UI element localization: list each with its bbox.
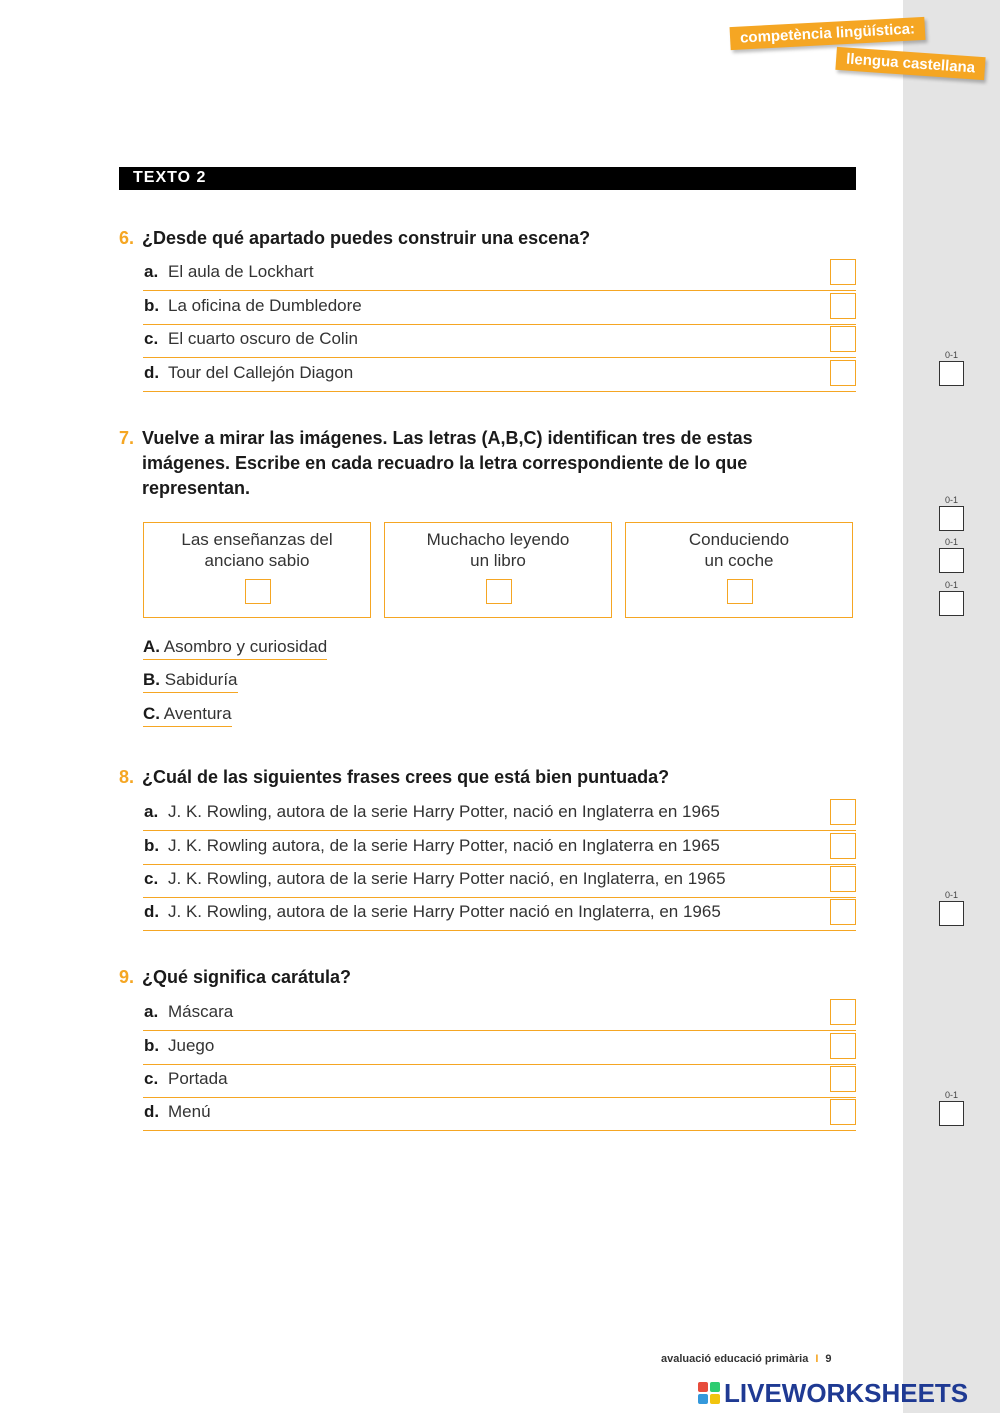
score-box-q6 (939, 350, 964, 386)
question-6 (119, 226, 842, 251)
page-footer (661, 1353, 832, 1365)
subject-tag: competència lingüística: (730, 17, 926, 50)
score-input[interactable] (939, 361, 964, 386)
score-input[interactable] (939, 506, 964, 531)
footer-text: avaluació educació primària (661, 1353, 809, 1365)
option-row (143, 1031, 856, 1065)
option-row (143, 1064, 856, 1098)
key-letter: B. (143, 670, 160, 689)
option-text: Tour del Callejón Diagon (168, 363, 354, 382)
letter-input[interactable] (486, 579, 512, 604)
image-card (625, 522, 853, 618)
score-input[interactable] (939, 591, 964, 616)
score-input[interactable] (939, 1101, 964, 1126)
key-text: Asombro y curiosidad (163, 637, 328, 656)
option-row (143, 997, 856, 1031)
option-letter: b. (144, 296, 160, 315)
option-letter: d. (144, 1102, 160, 1121)
question-number: 8. (119, 767, 135, 787)
score-label: 0-1 (944, 495, 958, 505)
caption-line: un libro (470, 551, 526, 570)
option-text: J. K. Rowling, autora de la serie Harry Potter, nació en Inglaterra en 1965 (168, 802, 720, 821)
key-item (143, 637, 327, 660)
answer-checkbox[interactable] (830, 999, 856, 1025)
option-text: Máscara (168, 1002, 234, 1021)
liveworksheets-logo-icon (698, 1382, 720, 1404)
score-box-q9 (939, 1090, 964, 1126)
answer-checkbox[interactable] (830, 1033, 856, 1059)
image-card (143, 522, 371, 618)
option-row (143, 797, 856, 831)
answer-checkbox[interactable] (830, 360, 856, 386)
answer-checkbox[interactable] (830, 799, 856, 825)
question-text: ¿Desde qué apartado puedes construir una escena? (142, 228, 591, 248)
question-text: ¿Qué significa carátula? (142, 967, 352, 987)
option-row (143, 864, 856, 898)
score-label: 0-1 (944, 1090, 958, 1100)
question-8 (119, 765, 842, 790)
option-text: El aula de Lockhart (168, 262, 314, 281)
option-text: Menú (168, 1102, 211, 1121)
question-number: 6. (119, 228, 135, 248)
answer-checkbox[interactable] (830, 259, 856, 285)
option-row (143, 831, 856, 865)
caption-line: Las enseñanzas del (181, 530, 333, 549)
answer-checkbox[interactable] (830, 326, 856, 352)
question-7 (119, 426, 842, 501)
score-label: 0-1 (944, 350, 958, 360)
right-margin-panel (903, 0, 1000, 1413)
question-text: Vuelve a mirar las imágenes. Las letras (A,B,C) identifican tres de estas imágenes. Escribe en cada recuadro la letra correspondiente de lo que representan. (142, 428, 753, 498)
option-text: J. K. Rowling autora, de la serie Harry Potter, nació en Inglaterra en 1965 (168, 836, 720, 855)
option-row (143, 257, 856, 291)
image-card (384, 522, 612, 618)
caption-line: anciano sabio (204, 551, 310, 570)
score-box-q7a (939, 495, 964, 531)
letter-input[interactable] (727, 579, 753, 604)
score-input[interactable] (939, 548, 964, 573)
option-letter: a. (144, 1002, 159, 1021)
option-row (143, 324, 856, 358)
answer-checkbox[interactable] (830, 899, 856, 925)
caption-line: Conduciendo (688, 530, 790, 549)
option-text: La oficina de Dumbledore (168, 296, 362, 315)
option-row (143, 1097, 856, 1131)
option-letter: b. (144, 1036, 160, 1055)
option-letter: a. (144, 262, 159, 281)
option-text: Juego (168, 1036, 215, 1055)
option-letter: b. (144, 836, 160, 855)
score-box-q8 (939, 890, 964, 926)
score-input[interactable] (939, 901, 964, 926)
score-label: 0-1 (944, 890, 958, 900)
answer-checkbox[interactable] (830, 293, 856, 319)
letter-input[interactable] (245, 579, 271, 604)
option-letter: c. (144, 1069, 159, 1088)
option-letter: c. (144, 869, 159, 888)
answer-checkbox[interactable] (830, 1099, 856, 1125)
caption-line: Muchacho leyendo (426, 530, 570, 549)
score-box-q7c (939, 580, 964, 616)
option-text: J. K. Rowling, autora de la serie Harry Potter nació, en Inglaterra, en 1965 (168, 869, 726, 888)
key-item (143, 704, 232, 727)
key-text: Aventura (163, 704, 232, 723)
key-text: Sabiduría (164, 670, 238, 689)
option-row (143, 897, 856, 931)
section-header (119, 167, 856, 190)
score-label: 0-1 (944, 537, 958, 547)
caption-line: un coche (704, 551, 774, 570)
option-letter: a. (144, 802, 159, 821)
option-row (143, 291, 856, 325)
option-letter: d. (144, 902, 160, 921)
answer-checkbox[interactable] (830, 1066, 856, 1092)
footer-separator: I (815, 1353, 819, 1365)
option-text: El cuarto oscuro de Colin (168, 329, 358, 348)
language-tag: llengua castellana (835, 47, 985, 80)
question-number: 9. (119, 967, 135, 987)
option-letter: c. (144, 329, 159, 348)
score-label: 0-1 (944, 580, 958, 590)
question-text: ¿Cuál de las siguientes frases crees que está bien puntuada? (142, 767, 670, 787)
answer-checkbox[interactable] (830, 866, 856, 892)
answer-checkbox[interactable] (830, 833, 856, 859)
card-caption (144, 529, 370, 571)
option-text: J. K. Rowling, autora de la serie Harry Potter nació en Inglaterra, en 1965 (168, 902, 721, 921)
question-number: 7. (119, 428, 135, 448)
question-9 (119, 965, 842, 990)
page-number: 9 (825, 1353, 832, 1365)
key-letter: A. (143, 637, 160, 656)
key-item (143, 670, 238, 693)
option-row (143, 358, 856, 392)
card-caption (626, 529, 852, 571)
option-text: Portada (168, 1069, 228, 1088)
option-letter: d. (144, 363, 160, 382)
brand-logo: LIVEWORKSHEETS (724, 1378, 969, 1408)
section-title: TEXTO 2 (133, 169, 207, 186)
score-box-q7b (939, 537, 964, 573)
key-letter: C. (143, 704, 160, 723)
card-caption (385, 529, 611, 571)
